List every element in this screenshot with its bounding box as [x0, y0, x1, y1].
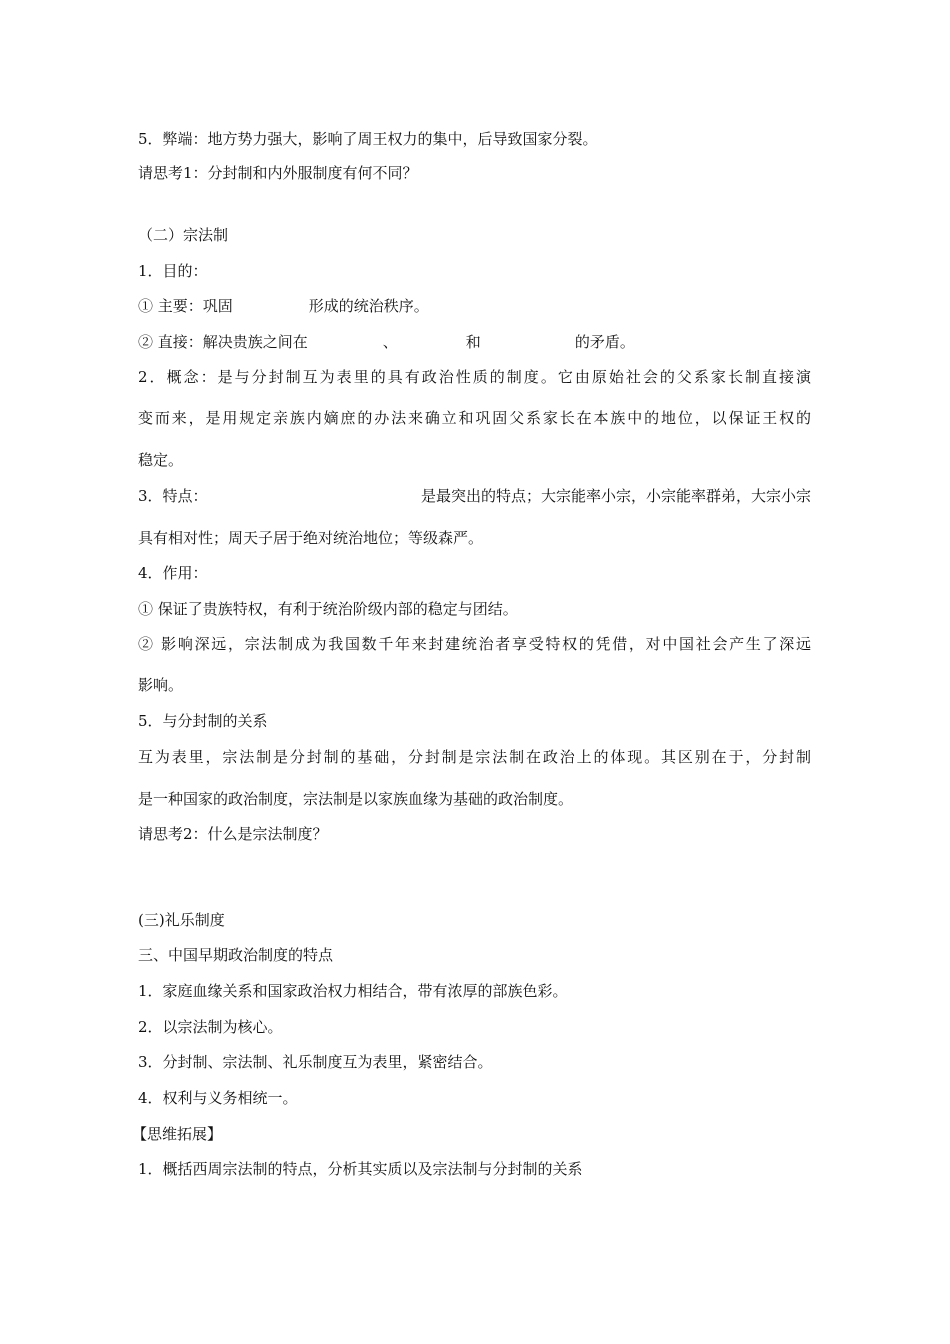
text-line: 影响。 [138, 676, 184, 694]
section-heading: 【思维拓展】 [132, 1125, 223, 1143]
text-fragment: 、 [382, 333, 398, 351]
text-line: 5．与分封制的关系 [138, 712, 268, 730]
text-line: 2．以宗法制为核心。 [138, 1018, 283, 1036]
text-fragment: 是最突出的特点；大宗能率小宗，小宗能率群弟，大宗小宗 [420, 487, 811, 505]
section-heading: 三、中国早期政治制度的特点 [138, 946, 334, 964]
question-line: 请思考1：分封制和内外服制度有何不同？ [138, 164, 418, 182]
text-fragment: 形成的统治秩序。 [308, 297, 429, 315]
text-line: 1．目的： [138, 262, 208, 280]
text-line: 稳定。 [138, 451, 184, 469]
section-heading: (三)礼乐制度 [138, 911, 225, 929]
text-line: 3．分封制、宗法制、礼乐制度互为表里，紧密结合。 [138, 1053, 493, 1071]
text-fragment: ① 主要：巩固 [138, 297, 233, 315]
text-line: 4．作用： [138, 564, 208, 582]
text-fragment: 和 [465, 333, 481, 351]
fill-in-line [138, 486, 811, 506]
text-fragment: 3．特点： [138, 487, 208, 505]
text-line: 4．权利与义务相统一。 [138, 1089, 298, 1107]
text-line: 是一种国家的政治制度，宗法制是以家族血缘为基础的政治制度。 [138, 790, 574, 808]
text-line: 1．家庭血缘关系和国家政治权力相结合，带有浓厚的部族色彩。 [138, 982, 568, 1000]
text-line: 1．概括西周宗法制的特点，分析其实质以及宗法制与分封制的关系 [138, 1160, 583, 1178]
question-line: 请思考2：什么是宗法制度？ [138, 825, 328, 843]
text-line: ② 影响深远，宗法制成为我国数千年来封建统治者享受特权的凭借，对中国社会产生了深远 [138, 635, 811, 653]
text-line: 2．概念：是与分封制互为表里的具有政治性质的制度。它由原始社会的父系家长制直接演 [138, 368, 811, 386]
fill-in-line [138, 296, 429, 316]
section-heading: （二）宗法制 [138, 226, 229, 244]
text-fragment: 的矛盾。 [574, 333, 635, 351]
text-line: ① 保证了贵族特权，有利于统治阶级内部的稳定与团结。 [138, 600, 518, 618]
text-line: 具有相对性；周天子居于绝对统治地位；等级森严。 [138, 529, 484, 547]
text-line: 变而来，是用规定亲族内嫡庶的办法来确立和巩固父系家长在本族中的地位，以保证王权的 [138, 409, 811, 427]
text-line: 5．弊端：地方势力强大，影响了周王权力的集中，后导致国家分裂。 [138, 130, 598, 148]
text-line: 互为表里，宗法制是分封制的基础，分封制是宗法制在政治上的体现。其区别在于，分封制 [138, 748, 811, 766]
fill-in-line [138, 332, 635, 352]
text-fragment: ② 直接：解决贵族之间在 [138, 333, 308, 351]
